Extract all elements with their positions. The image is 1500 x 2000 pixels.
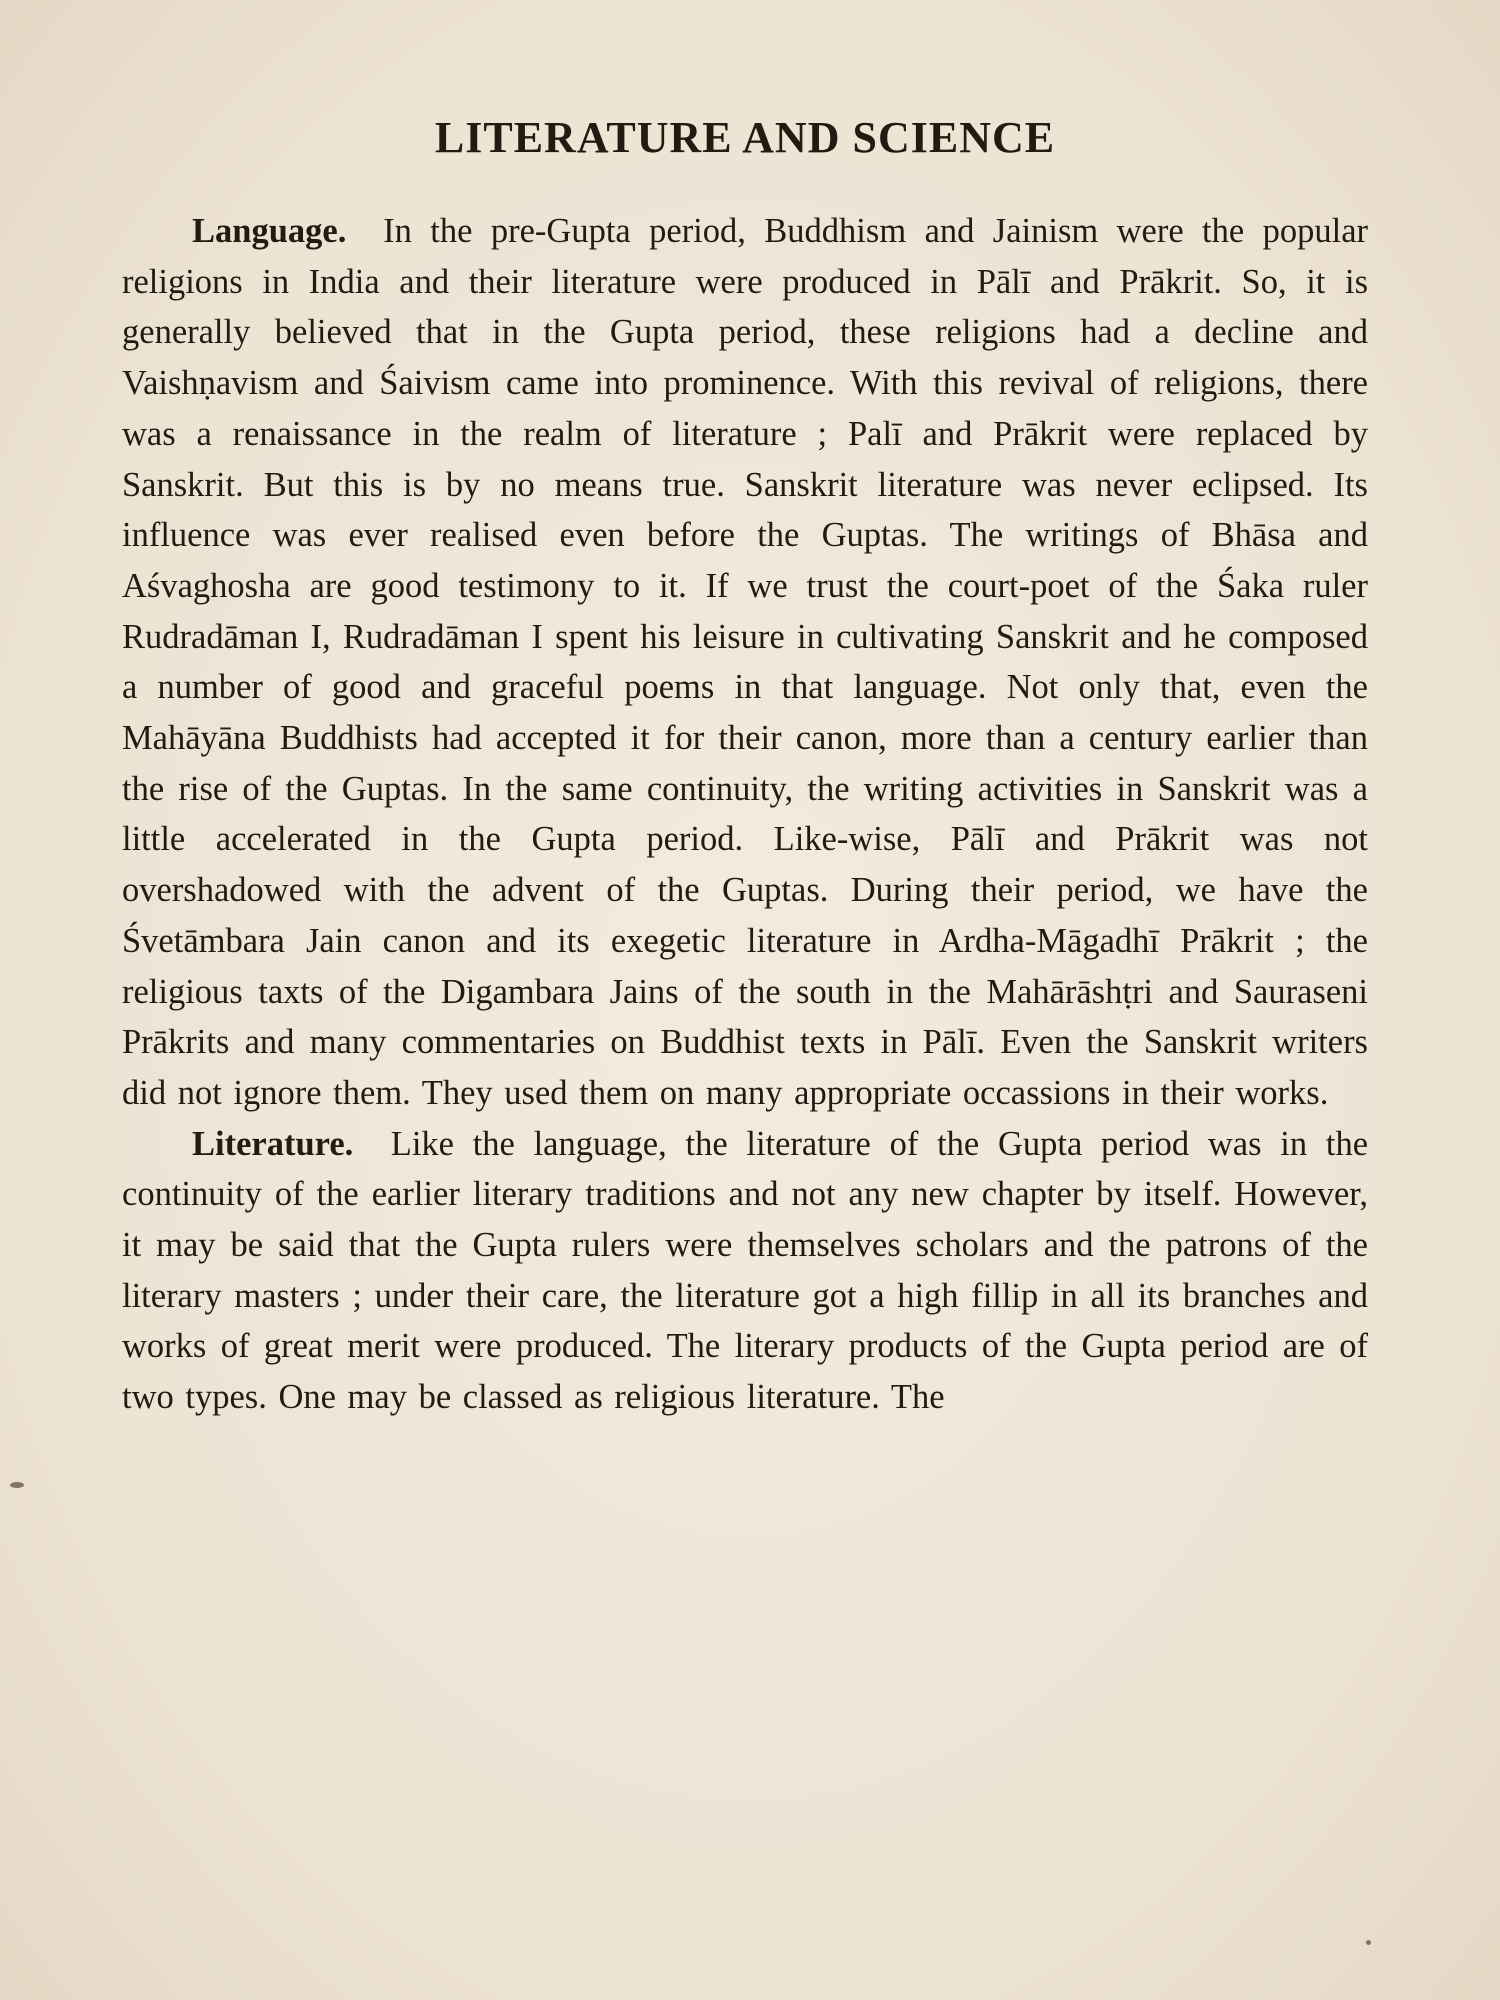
- paragraph-body-literature: Like the language, the literature of the Gupta period was in the continuity of the earlier literary traditions and not any new chapter by itself. However, it may be said that the Gupta rulers were themselves scholars and the patrons of the literary masters ; under their care, the literature got a high fillip in all its branches and works of great merit were produced. The literary products of the Gupta period are of two types. One may be classed as religious literature. The: [122, 1124, 1369, 1417]
- paragraph-literature: [122, 1119, 1368, 1423]
- paper-speck: [1366, 1940, 1371, 1945]
- paper-speck: [10, 1482, 24, 1488]
- paragraph-lead-language: Language.: [192, 212, 347, 250]
- paragraph-lead-literature: Literature.: [192, 1124, 354, 1163]
- page-content: [122, 108, 1368, 1423]
- page-title: LITERATURE AND SCIENCE: [434, 113, 1056, 162]
- paragraph-language: [122, 206, 1368, 1119]
- paragraph-body-language: In the pre-Gupta period, Buddhism and Jainism were the popular religions in India and their literature were produced in Pālī and Prākrit. So, it is generally believed that in the Gupta period, these religions had a decline and Vaishṇavism and Śaivism came into prominence. With this revival of religions, there was a renaissance in the realm of literature ; Palī and Prākrit were replaced by Sanskrit. But this is by no means true. Sanskrit literature was never eclipsed. Its influence was ever realised even before the Guptas. The writings of Bhāsa and Aśvaghosha are good testimony to it. If we trust the court-poet of the Śaka ruler Rudradāman I, Rudradāman I spent his leisure in cultivating Sanskrit and he composed a number of good and graceful poems in that language. Not only that, even the Mahāyāna Buddhists had accepted it for their canon, more than a century earlier than the rise of the Guptas. In the same continuity, the writing activities in Sanskrit was a little accelerated in the Gupta period. Like-wise, Pālī and Prākrit was not overshadowed with the advent of the Guptas. During their period, we have the Śvetāmbara Jain canon and its exegetic literature in Ardha-Māgadhī Prākrit ; the religious taxts of the Digambara Jains of the south in the Mahārāshṭri and Sauraseni Prākrits and many commentaries on Buddhist texts in Pālī. Even the Sanskrit writers did not ignore them. They used them on many appropriate occassions in their works.: [122, 212, 1369, 1112]
